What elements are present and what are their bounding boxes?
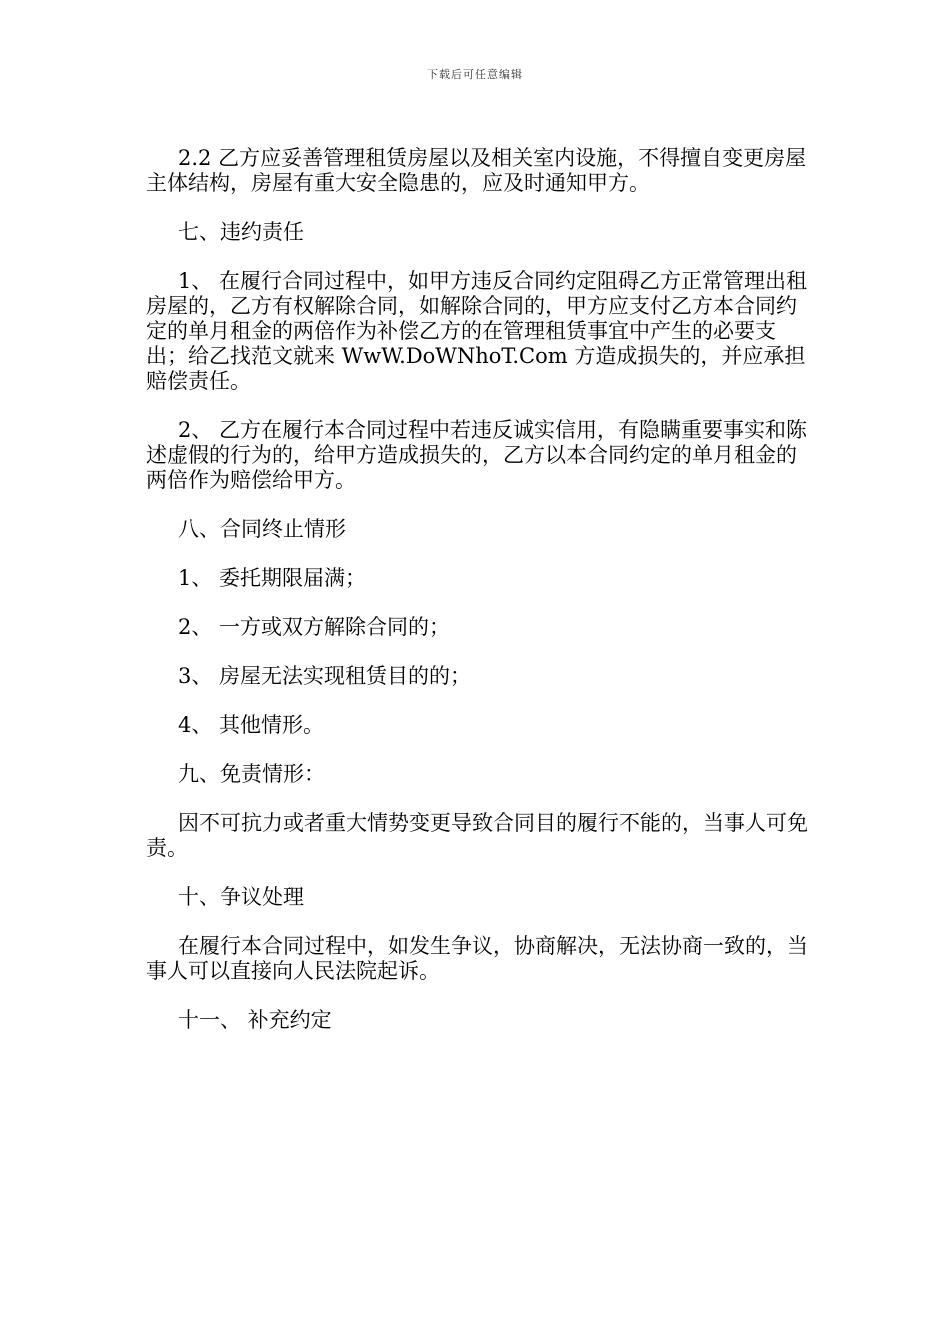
section-heading-breach-liability: 七、违约责任 bbox=[178, 220, 304, 244]
termination-item-1: 1、 委托期限届满； bbox=[178, 566, 367, 590]
header-note: 下载后可任意编辑 bbox=[427, 68, 523, 81]
clause-2-2: 2.2 乙方应妥善管理租赁房屋以及相关室内设施，不得擅自变更房屋主体结构，房屋有重大安全隐患的，应及时通知甲方。 bbox=[146, 146, 807, 195]
termination-item-2: 2、 一方或双方解除合同的； bbox=[178, 615, 451, 639]
termination-item-4: 4、 其他情形。 bbox=[178, 713, 325, 737]
termination-item-3: 3、 房屋无法实现租赁目的的； bbox=[178, 664, 472, 688]
document-body bbox=[146, 146, 812, 1057]
section-heading-termination: 八、合同终止情形 bbox=[178, 517, 346, 541]
breach-clause-2: 2、 乙方在履行本合同过程中若违反诚实信用，有隐瞒重要事实和陈述虚假的行为的，给甲方造成损失的，乙方以本合同约定的单月租金的两倍作为赔偿给甲方。 bbox=[146, 418, 808, 492]
dispute-text: 在履行本合同过程中，如发生争议，协商解决，无法协商一致的，当事人可以直接向人民法院起诉。 bbox=[146, 934, 808, 983]
breach-clause-1: 1、 在履行合同过程中，如甲方违反合同约定阻碍乙方正常管理出租房屋的，乙方有权解除合同，如解除合同的，甲方应支付乙方本合同约定的单月租金的两倍作为补偿乙方的在管理租赁事宜中产生的必要支出；给乙找范文就来 WwW.DoWNhoT.Com 方造成损失的，并应承担赔偿责任。 bbox=[146, 269, 808, 393]
section-heading-exemption: 九、免责情形： bbox=[178, 762, 325, 786]
exemption-text: 因不可抗力或者重大情势变更导致合同目的履行不能的，当事人可免责。 bbox=[146, 811, 808, 860]
section-heading-dispute: 十、争议处理 bbox=[178, 885, 304, 909]
section-heading-supplement: 十一、 补充约定 bbox=[178, 1008, 332, 1032]
